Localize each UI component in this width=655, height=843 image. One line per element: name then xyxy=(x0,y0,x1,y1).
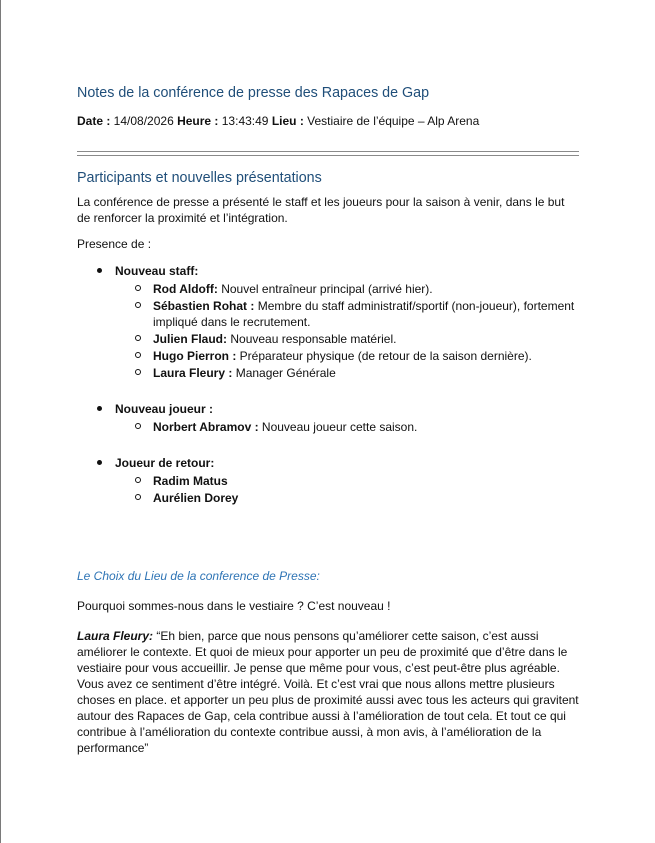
date-label: Date : xyxy=(77,114,111,128)
circle-bullet-icon xyxy=(135,477,141,483)
list-item xyxy=(115,281,579,297)
person-role: Manager Générale xyxy=(232,366,336,380)
participants-list xyxy=(77,263,579,506)
person-name: Norbert Abramov : xyxy=(153,420,259,434)
person-name: Sébastien Rohat : xyxy=(153,299,255,313)
group-label: Nouveau joueur : xyxy=(115,402,214,416)
double-rule-divider xyxy=(77,151,579,156)
page-edge xyxy=(0,0,1,843)
list-item xyxy=(115,365,579,381)
subsection-title: Le Choix du Lieu de la conference de Presse: xyxy=(77,569,320,583)
returning-player-list xyxy=(115,473,579,506)
time-value: 13:43:49 xyxy=(218,114,272,128)
staff-list xyxy=(115,281,579,381)
person-name: Rod Aldoff: xyxy=(153,282,218,296)
bullet-icon xyxy=(97,406,102,411)
new-player-list xyxy=(115,419,579,435)
meta-line xyxy=(77,113,579,129)
question-paragraph: Pourquoi sommes-nous dans le vestiaire ? C’est nouveau ! xyxy=(77,599,391,613)
list-item xyxy=(115,331,579,347)
person-role: Membre du staff administratif/sportif (non-joueur), fortement impliqué dans le recrutement. xyxy=(153,299,575,329)
place-label: Lieu : xyxy=(271,114,304,128)
circle-bullet-icon xyxy=(135,369,141,375)
person-role: Nouveau joueur cette saison. xyxy=(258,420,418,434)
bullet-icon xyxy=(97,268,102,273)
circle-bullet-icon xyxy=(135,494,141,500)
person-role: Nouveau responsable matériel. xyxy=(227,332,397,346)
list-item xyxy=(115,473,579,489)
bullet-icon xyxy=(97,460,102,465)
circle-bullet-icon xyxy=(135,302,141,308)
circle-bullet-icon xyxy=(135,352,141,358)
document-body xyxy=(77,84,579,756)
group-new-player xyxy=(77,401,579,435)
list-item xyxy=(115,298,579,330)
group-label: Joueur de retour: xyxy=(115,456,215,470)
circle-bullet-icon xyxy=(135,285,141,291)
circle-bullet-icon xyxy=(135,423,141,429)
group-label: Nouveau staff: xyxy=(115,264,199,278)
list-item xyxy=(115,490,579,506)
list-item xyxy=(115,419,579,435)
person-name: Laura Fleury : xyxy=(153,366,233,380)
speaker-name: Laura Fleury: xyxy=(77,629,154,643)
person-role: Préparateur physique (de retour de la saison dernière). xyxy=(236,349,532,363)
presence-label: Presence de : xyxy=(77,237,152,251)
person-name: Radim Matus xyxy=(153,474,228,488)
group-returning-player xyxy=(77,455,579,506)
group-new-staff xyxy=(77,263,579,381)
section-title: Participants et nouvelles présentations xyxy=(77,170,322,186)
person-name: Hugo Pierron : xyxy=(153,349,237,363)
time-label: Heure : xyxy=(177,114,219,128)
answer-paragraph xyxy=(77,628,579,756)
place-value: Vestiaire de l’équipe – Alp Arena xyxy=(303,114,480,128)
answer-text: “Eh bien, parce que nous pensons qu’améliorer cette saison, c’est aussi améliorer le contexte. Et quoi de mieux pour apporter un peu de proximité que d’être dans le vestiaire pour vous accueillir. Je pense que même pour vous, c’est peut-être plus agréable. Vous avez ce sentiment d’être intégré. Voilà. Et c’est vrai que nous allons mettre plusieurs choses en place. et apporter un peu plus de proximité aussi avec tous les acteurs qui gravitent autour des Rapaces de Gap, cela contribue aussi à l’amélioration de tout cela. Et tout ce qui contribue à l’amélioration du contexte contribue aussi, à mon avis, à l’amélioration de la performance” xyxy=(77,629,579,755)
date-value: 14/08/2026 xyxy=(110,114,178,128)
person-role: Nouvel entraîneur principal (arrivé hier). xyxy=(217,282,433,296)
list-item xyxy=(115,348,579,364)
circle-bullet-icon xyxy=(135,335,141,341)
person-name: Aurélien Dorey xyxy=(153,491,239,505)
document-title: Notes de la conférence de presse des Rapaces de Gap xyxy=(77,85,430,101)
intro-paragraph: La conférence de presse a présenté le staff et les joueurs pour la saison à venir, dans le but de renforcer la proximité et l’intégration. xyxy=(77,195,565,225)
person-name: Julien Flaud: xyxy=(153,332,228,346)
